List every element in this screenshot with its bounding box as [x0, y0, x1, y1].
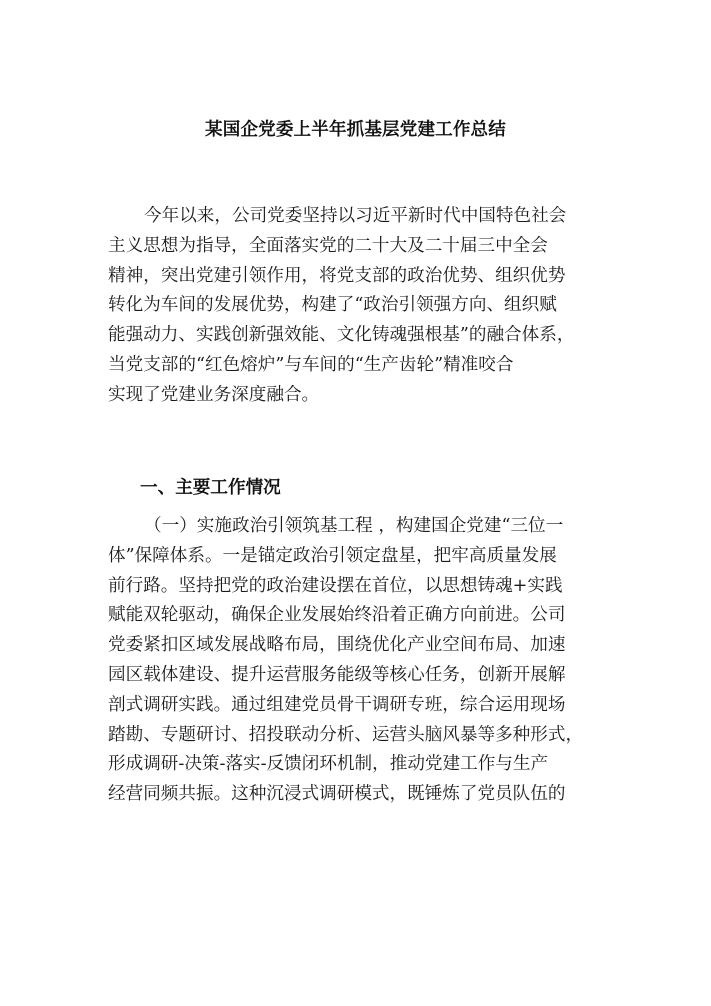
paragraph-line: 精神，突出党建引领作用，将党支部的政治优势、组织优势 — [108, 265, 566, 286]
paragraph-line: 当党支部的“红色熔炉”与车间的“生产齿轮”精准咬合 — [108, 354, 514, 375]
paragraph-line: （一）实施政治引领筑基工程 ，构建国企党建“三位一 — [144, 516, 564, 536]
section-heading: 一、主要工作情况 — [140, 478, 281, 498]
paragraph-line: 能强动力、实践创新强效能、文化铸魂强根基”的融合体系， — [108, 325, 575, 346]
paragraph-line: 踏勘、专题研讨、招投联动分析、运营头脑风暴等多种形式， — [108, 724, 584, 745]
paragraph-line: 赋能双轮驱动，确保企业发展始终沿着正确方向前进。公司 — [108, 605, 566, 626]
paragraph-line: 实现了党建业务深度融合。 — [108, 384, 320, 405]
paragraph-line: 今年以来，公司党委坚持以习近平新时代中国特色社会 — [144, 206, 567, 226]
paragraph-line: 园区载体建设、提升运营服务能级等核心任务，创新开展解 — [108, 664, 566, 685]
paragraph-line: 经营同频共振。这种沉浸式调研模式，既锤炼了党员队伍的 — [108, 784, 566, 805]
document-title: 某国企党委上半年抓基层党建工作总结 — [205, 120, 506, 140]
paragraph-line: 主义思想为指导，全面落实党的二十大及二十届三中全会 — [108, 235, 548, 256]
paragraph-line: 体”保障体系。一是锚定政治引领定盘星，把牢高质量发展 — [108, 545, 557, 566]
paragraph-line: 转化为车间的发展优势，构建了“政治引领强方向、组织赋 — [108, 295, 557, 316]
section-paragraph — [108, 512, 604, 810]
paragraph-line: 形成调研-决策-落实-反馈闭环机制，推动党建工作与生产 — [108, 754, 549, 775]
paragraph-line: 剖式调研实践。通过组建党员骨干调研专班，综合运用现场 — [108, 694, 566, 715]
intro-paragraph — [108, 202, 604, 411]
paragraph-line: 党委紧扣区域发展战略布局，围绕优化产业空间布局、加速 — [108, 635, 566, 656]
paragraph-line: 前行路。坚持把党的政治建设摆在首位，以思想铸魂+实践 — [108, 575, 563, 596]
